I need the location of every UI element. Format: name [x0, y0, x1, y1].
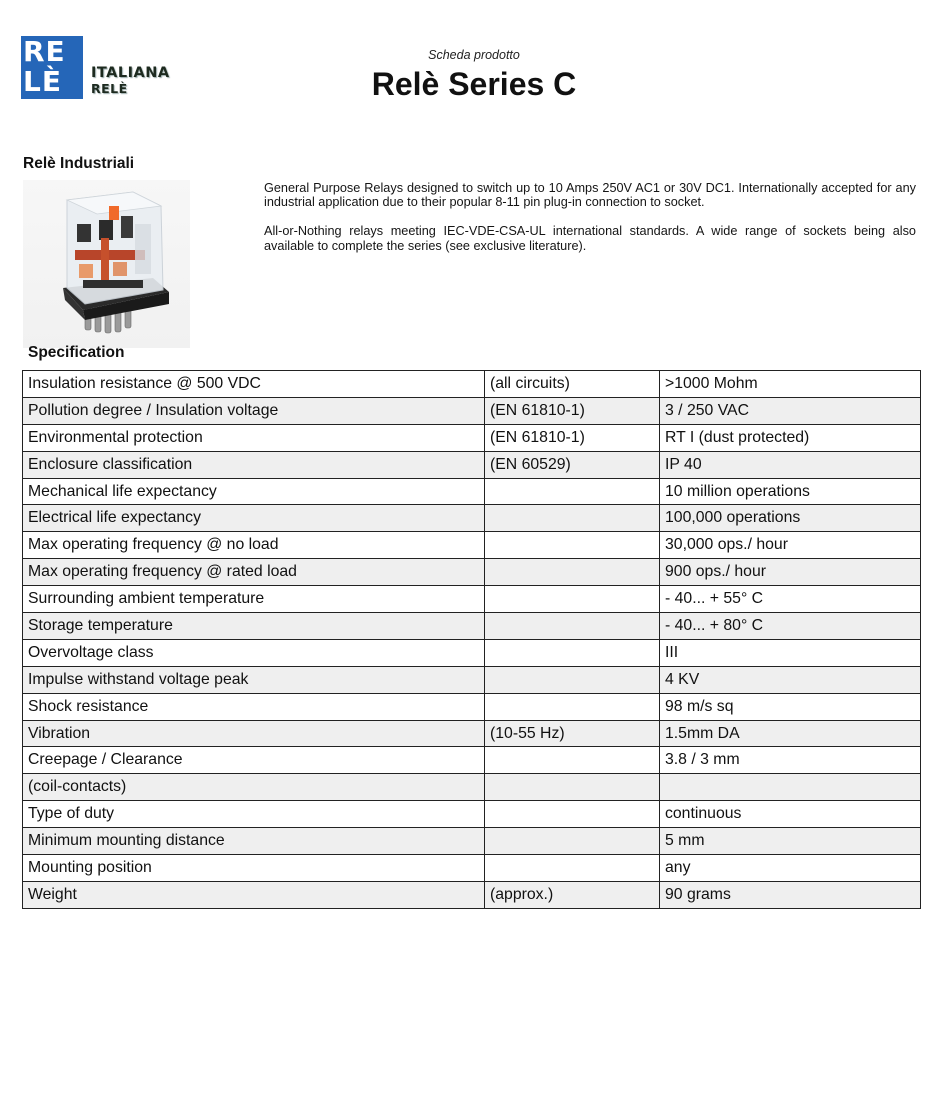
spec-value: IP 40	[660, 451, 921, 478]
page-subtitle: Scheda prodotto	[428, 48, 520, 62]
table-row	[23, 586, 921, 613]
spec-value: 5 mm	[660, 828, 921, 855]
spec-condition	[485, 801, 660, 828]
page-title: Relè Series C	[371, 66, 577, 102]
table-row	[23, 855, 921, 882]
category-heading: Relè Industriali	[23, 155, 135, 172]
table-row	[23, 881, 921, 908]
spec-parameter: Surrounding ambient temperature	[23, 586, 485, 613]
spec-parameter: Impulse withstand voltage peak	[23, 666, 485, 693]
spec-value: III	[660, 639, 921, 666]
table-row	[23, 559, 921, 586]
spec-parameter: Type of duty	[23, 801, 485, 828]
spec-parameter: Weight	[23, 881, 485, 908]
description-paragraph: All-or-Nothing relays meeting IEC-VDE-CSA-UL international standards. A wide range of sockets being also available to complete the series (see exclusive literature).	[264, 224, 916, 253]
spec-condition	[485, 855, 660, 882]
spec-value: 100,000 operations	[660, 505, 921, 532]
spec-condition	[485, 532, 660, 559]
product-description	[264, 181, 916, 268]
description-paragraph: General Purpose Relays designed to switch up to 10 Amps 250V AC1 or 30V DC1. Internationally accepted for any industrial application due to their popular 8-11 pin plug-in connection to socket.	[264, 181, 916, 210]
table-row	[23, 478, 921, 505]
spec-parameter: Pollution degree / Insulation voltage	[23, 397, 485, 424]
table-row	[23, 666, 921, 693]
spec-parameter: Vibration	[23, 720, 485, 747]
spec-condition: (EN 60529)	[485, 451, 660, 478]
spec-value: - 40... + 55° C	[660, 586, 921, 613]
spec-condition	[485, 774, 660, 801]
spec-value: continuous	[660, 801, 921, 828]
spec-parameter: Max operating frequency @ no load	[23, 532, 485, 559]
table-row	[23, 397, 921, 424]
spec-value: RT I (dust protected)	[660, 424, 921, 451]
spec-parameter: Shock resistance	[23, 693, 485, 720]
spec-value: >1000 Mohm	[660, 371, 921, 398]
spec-condition	[485, 586, 660, 613]
spec-condition	[485, 613, 660, 640]
spec-parameter: Enclosure classification	[23, 451, 485, 478]
table-row	[23, 451, 921, 478]
table-row	[23, 801, 921, 828]
spec-value: 1.5mm DA	[660, 720, 921, 747]
spec-parameter: Insulation resistance @ 500 VDC	[23, 371, 485, 398]
spec-value: 900 ops./ hour	[660, 559, 921, 586]
spec-value: 30,000 ops./ hour	[660, 532, 921, 559]
table-row	[23, 747, 921, 774]
spec-condition	[485, 828, 660, 855]
table-row	[23, 639, 921, 666]
product-image	[23, 180, 190, 348]
relay-illustration	[23, 180, 190, 348]
spec-condition: (all circuits)	[485, 371, 660, 398]
table-row	[23, 693, 921, 720]
spec-value: 3.8 / 3 mm	[660, 747, 921, 774]
spec-parameter: Overvoltage class	[23, 639, 485, 666]
specification-table	[22, 370, 921, 909]
specification-heading: Specification	[28, 344, 125, 361]
spec-condition: (approx.)	[485, 881, 660, 908]
spec-parameter: Minimum mounting distance	[23, 828, 485, 855]
logo-letters-bottom: LÈ	[23, 65, 62, 98]
spec-condition	[485, 559, 660, 586]
logo-text-line1: ITALIANA	[91, 65, 170, 81]
spec-value: 3 / 250 VAC	[660, 397, 921, 424]
spec-condition: (EN 61810-1)	[485, 397, 660, 424]
spec-value: - 40... + 80° C	[660, 613, 921, 640]
spec-value: 10 million operations	[660, 478, 921, 505]
table-row	[23, 828, 921, 855]
table-row	[23, 720, 921, 747]
spec-condition	[485, 693, 660, 720]
spec-value: 98 m/s sq	[660, 693, 921, 720]
table-row	[23, 774, 921, 801]
spec-parameter: Max operating frequency @ rated load	[23, 559, 485, 586]
spec-condition	[485, 478, 660, 505]
spec-parameter: Mechanical life expectancy	[23, 478, 485, 505]
spec-parameter: (coil-contacts)	[23, 774, 485, 801]
table-row	[23, 424, 921, 451]
logo-text-line2: RELÈ	[91, 81, 128, 96]
spec-condition: (EN 61810-1)	[485, 424, 660, 451]
spec-value: 4 KV	[660, 666, 921, 693]
table-row	[23, 371, 921, 398]
spec-value	[660, 774, 921, 801]
spec-parameter: Creepage / Clearance	[23, 747, 485, 774]
spec-condition	[485, 747, 660, 774]
table-row	[23, 505, 921, 532]
spec-condition	[485, 639, 660, 666]
table-row	[23, 532, 921, 559]
table-row	[23, 613, 921, 640]
spec-condition: (10-55 Hz)	[485, 720, 660, 747]
spec-parameter: Environmental protection	[23, 424, 485, 451]
spec-condition	[485, 505, 660, 532]
spec-value: any	[660, 855, 921, 882]
spec-value: 90 grams	[660, 881, 921, 908]
logo-letters-top: RE	[23, 35, 66, 68]
spec-parameter: Electrical life expectancy	[23, 505, 485, 532]
spec-parameter: Mounting position	[23, 855, 485, 882]
spec-parameter: Storage temperature	[23, 613, 485, 640]
spec-condition	[485, 666, 660, 693]
